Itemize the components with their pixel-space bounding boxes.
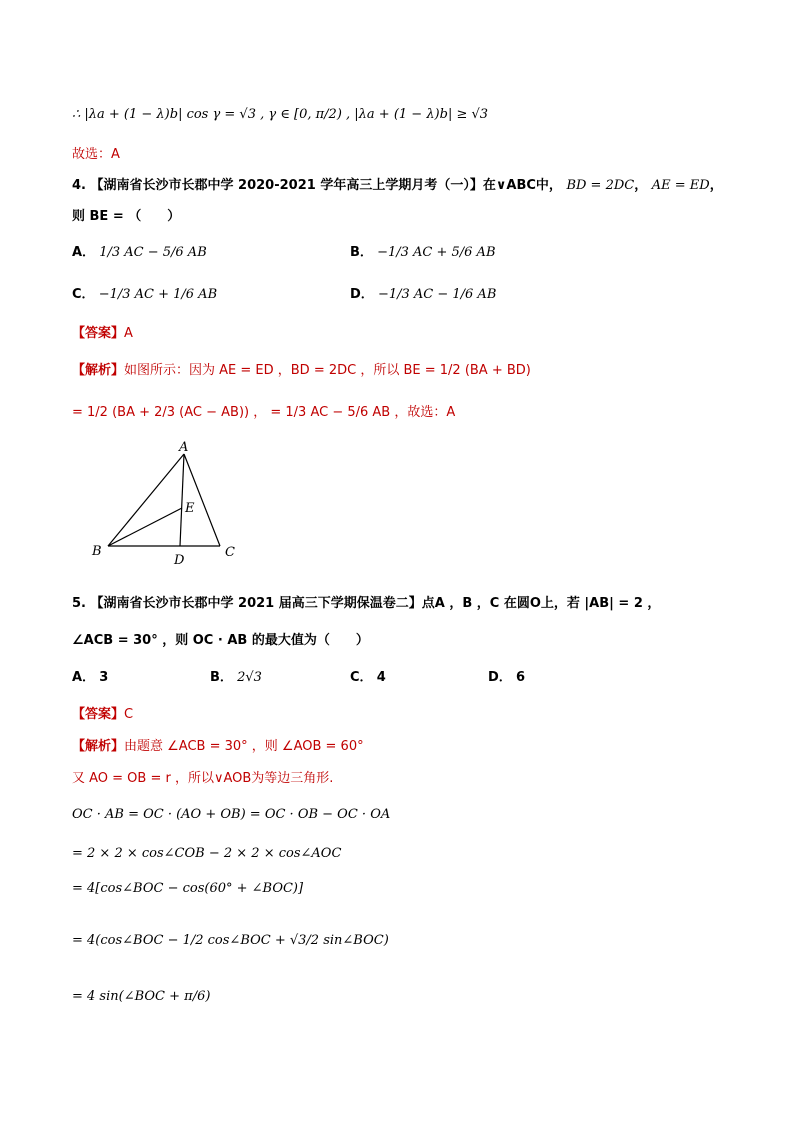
q5-option-c-value: 4 bbox=[376, 670, 386, 685]
q5-option-b bbox=[210, 669, 262, 687]
previous-answer-choice: 故选：A bbox=[72, 147, 120, 162]
label-e: E bbox=[185, 501, 195, 516]
q5-analysis-tag: 【解析】 bbox=[72, 739, 125, 754]
label-d: D bbox=[174, 553, 185, 568]
q4-stem-line2: 则 BE = （ ） bbox=[72, 209, 181, 224]
q4-option-d-expr: −1/3 AC − 1/6 AB bbox=[377, 287, 497, 302]
q4-option-a bbox=[72, 244, 207, 262]
q5-answer bbox=[72, 706, 133, 724]
q4-option-c bbox=[72, 286, 217, 304]
q4-condition-bd: BD = 2DC bbox=[566, 178, 635, 193]
q5-number: 5. bbox=[72, 596, 86, 611]
q4-option-a-label: A． bbox=[72, 245, 96, 260]
q4-sep: ， bbox=[634, 178, 648, 193]
q4-option-c-label: C． bbox=[72, 287, 95, 302]
q5-answer-tag: 【答案】 bbox=[72, 707, 125, 722]
q5-analysis-line2: 又 AO = OB = r ，所以∨AOB为等边三角形. bbox=[72, 771, 334, 786]
q5-option-a-label: A． bbox=[72, 670, 96, 685]
q5-analysis-line4: = 2 × 2 × cos∠COB − 2 × 2 × cos∠AOC bbox=[72, 846, 342, 861]
q5-option-a bbox=[72, 669, 108, 687]
q4-answer-tag: 【答案】 bbox=[72, 326, 125, 341]
q4-stem-line1 bbox=[72, 177, 723, 195]
label-c: C bbox=[225, 545, 235, 560]
q5-option-d bbox=[488, 669, 525, 687]
q5-stem-a: 点A ，B ，C 在圆O上，若 |AB| = 2 ， bbox=[421, 596, 661, 611]
triangle-figure bbox=[80, 438, 250, 570]
q5-option-d-value: 6 bbox=[515, 670, 525, 685]
edge-ac bbox=[184, 454, 220, 546]
q5-option-a-value: 3 bbox=[99, 670, 109, 685]
q5-analysis-line6: = 4(cos∠BOC − 1/2 cos∠BOC + √3/2 sin∠BOC) bbox=[72, 933, 389, 948]
therefore-line: ∴ |λa + (1 − λ)b| cos γ = √3 , γ ∈ [0, π/2) , |λa + (1 − λ)b| ≥ √3 bbox=[72, 107, 489, 122]
q5-option-c-label: C． bbox=[350, 670, 373, 685]
q4-analysis-line2: = 1/2 (BA + 2/3 (AC − AB)) ， = 1/3 AC − 5/6 AB ，故选：A bbox=[72, 405, 456, 420]
q4-option-a-expr: 1/3 AC − 5/6 AB bbox=[99, 245, 207, 260]
q5-stem-line1 bbox=[72, 595, 660, 613]
q5-source: 【湖南省长沙市长郡中学 2021 届高三下学期保温卷二】 bbox=[90, 596, 422, 611]
segment-be bbox=[108, 508, 182, 546]
q5-analysis-line5: = 4[cos∠BOC − cos(60° + ∠BOC)] bbox=[72, 881, 304, 896]
q4-condition-ae: AE = ED bbox=[651, 178, 710, 193]
q4-stem-b: ， bbox=[709, 178, 723, 193]
q5-option-c bbox=[350, 669, 386, 687]
edge-ab bbox=[108, 454, 184, 546]
q5-stem-line2: ∠ACB = 30° ，则 OC · AB 的最大值为（ ） bbox=[72, 633, 369, 648]
q4-analysis-line1 bbox=[72, 362, 531, 380]
q4-analysis-tag: 【解析】 bbox=[72, 363, 125, 378]
q4-option-b bbox=[350, 244, 496, 262]
q5-option-b-value: 2√3 bbox=[237, 670, 262, 685]
q4-source: 【湖南省长沙市长郡中学 2020-2021 学年高三上学期月考（一）】 bbox=[90, 178, 483, 193]
label-b: B bbox=[92, 544, 102, 559]
q4-option-d-label: D． bbox=[350, 287, 374, 302]
q4-option-d bbox=[350, 286, 496, 304]
q5-option-d-label: D． bbox=[488, 670, 512, 685]
q5-answer-value: C bbox=[124, 707, 134, 722]
q5-analysis-text1: 由题意 ∠ACB = 30° ，则 ∠AOB = 60° bbox=[124, 739, 364, 754]
q4-answer-value: A bbox=[124, 326, 133, 341]
segment-ad bbox=[180, 454, 184, 546]
q5-analysis-line7: = 4 sin(∠BOC + π/6) bbox=[72, 989, 211, 1004]
q5-option-b-label: B． bbox=[210, 670, 233, 685]
q4-answer bbox=[72, 325, 133, 343]
q4-option-c-expr: −1/3 AC + 1/6 AB bbox=[98, 287, 218, 302]
q4-analysis-text1: 如图所示：因为 AE = ED ，BD = 2DC ，所以 BE = 1/2 (BA + BD) bbox=[124, 363, 531, 378]
q4-option-b-label: B． bbox=[350, 245, 373, 260]
q5-analysis-line1 bbox=[72, 738, 364, 756]
label-a: A bbox=[179, 440, 189, 455]
q5-analysis-line3: OC · AB = OC · (AO + OB) = OC · OB − OC · OA bbox=[72, 807, 391, 822]
q4-number: 4. bbox=[72, 178, 86, 193]
q4-stem-a: 在∨ABC中， bbox=[482, 178, 562, 193]
q4-option-b-expr: −1/3 AC + 5/6 AB bbox=[377, 245, 496, 260]
